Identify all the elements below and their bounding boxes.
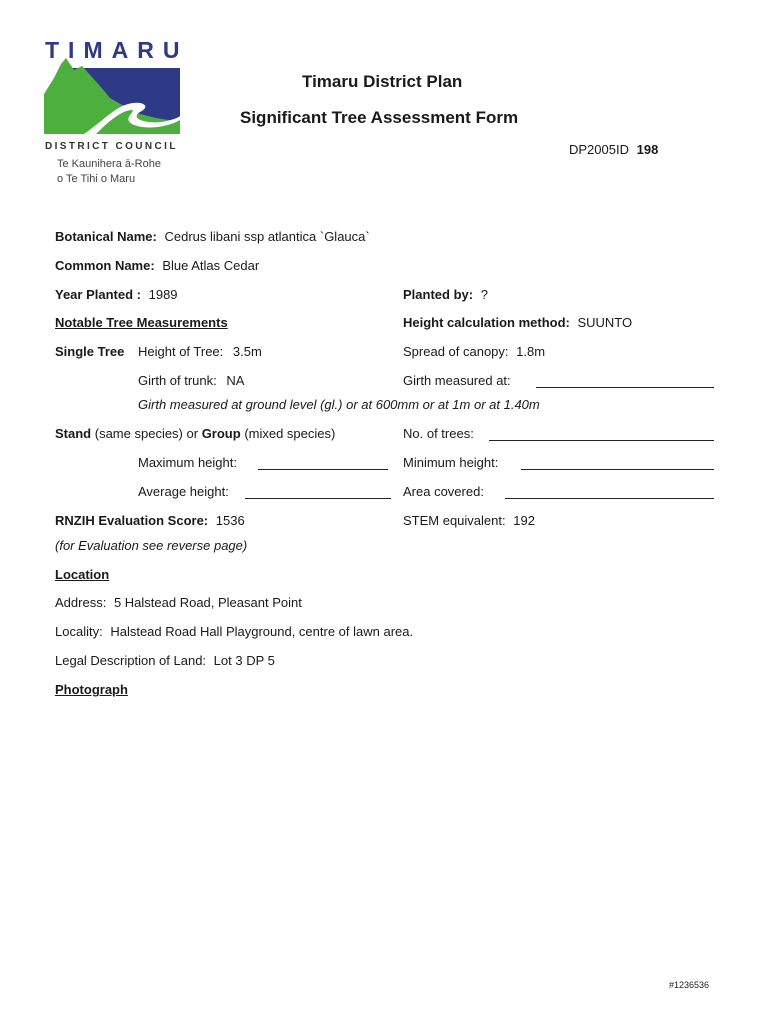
spread-label: Spread of canopy: bbox=[403, 344, 509, 359]
height-method-label: Height calculation method: bbox=[403, 315, 570, 330]
rnzih-label: RNZIH Evaluation Score: bbox=[55, 513, 209, 528]
stand-mid-text: (same species) or bbox=[94, 426, 199, 441]
num-trees-blank[interactable] bbox=[489, 428, 714, 441]
girth-measured-row bbox=[403, 373, 511, 388]
height-method-row bbox=[403, 315, 632, 330]
locality-row bbox=[55, 624, 413, 639]
spread-row bbox=[403, 344, 545, 359]
logo-maori-line1: Te Kaunihera ā-Rohe bbox=[57, 158, 161, 170]
logo-council-text: DISTRICT COUNCIL bbox=[45, 141, 178, 152]
year-planted-value: 1989 bbox=[148, 287, 178, 302]
document-number: #1236536 bbox=[669, 980, 710, 990]
min-height-label: Minimum height: bbox=[403, 455, 499, 470]
location-heading: Location bbox=[55, 567, 110, 582]
locality-label: Locality: bbox=[55, 624, 103, 639]
logo-landscape-icon bbox=[44, 58, 182, 136]
common-name-label: Common Name: bbox=[55, 258, 155, 273]
height-value: 3.5m bbox=[232, 344, 262, 359]
spread-value: 1.8m bbox=[516, 344, 546, 359]
photograph-heading: Photograph bbox=[55, 682, 128, 697]
group-label: Group bbox=[201, 426, 241, 441]
height-method-value: SUUNTO bbox=[577, 315, 633, 330]
planted-by-value: ? bbox=[480, 287, 488, 302]
group-mid-text: (mixed species) bbox=[244, 426, 336, 441]
legal-description-value: Lot 3 DP 5 bbox=[213, 653, 275, 668]
year-planted-label: Year Planted : bbox=[55, 287, 141, 302]
legal-description-label: Legal Description of Land: bbox=[55, 653, 207, 668]
address-label: Address: bbox=[55, 595, 107, 610]
girth-note: Girth measured at ground level (gl.) or at 600mm or at 1m or at 1.40m bbox=[138, 397, 540, 412]
girth-label: Girth of trunk: bbox=[138, 373, 217, 388]
area-covered-label: Area covered: bbox=[403, 484, 484, 499]
address-row bbox=[55, 595, 302, 610]
girth-row bbox=[138, 373, 244, 388]
locality-value: Halstead Road Hall Playground, centre of lawn area. bbox=[110, 624, 414, 639]
rnzih-value: 1536 bbox=[215, 513, 245, 528]
avg-height-label: Average height: bbox=[138, 484, 229, 499]
botanical-name-row bbox=[55, 229, 370, 244]
dp-reference bbox=[569, 142, 658, 157]
avg-height-blank[interactable] bbox=[245, 486, 391, 499]
legal-description-row bbox=[55, 653, 275, 668]
measurements-heading: Notable Tree Measurements bbox=[55, 315, 228, 330]
max-height-blank[interactable] bbox=[258, 457, 388, 470]
dp-label: DP2005ID bbox=[569, 142, 629, 157]
stem-label: STEM equivalent: bbox=[403, 513, 506, 528]
form-title: Timaru District Plan bbox=[302, 72, 463, 91]
common-name-row bbox=[55, 258, 259, 273]
botanical-name-value: Cedrus libani ssp atlantica `Glauca` bbox=[164, 229, 370, 244]
dp-value: 198 bbox=[636, 142, 659, 157]
stand-label: Stand bbox=[55, 426, 92, 441]
form-subtitle: Significant Tree Assessment Form bbox=[240, 108, 519, 127]
address-value: 5 Halstead Road, Pleasant Point bbox=[113, 595, 302, 610]
planted-by-row bbox=[403, 287, 488, 302]
evaluation-note: (for Evaluation see reverse page) bbox=[55, 538, 248, 553]
common-name-value: Blue Atlas Cedar bbox=[162, 258, 260, 273]
stand-group-row bbox=[55, 426, 335, 441]
single-tree-label: Single Tree bbox=[55, 344, 125, 359]
girth-value: NA bbox=[226, 373, 245, 388]
stem-value: 192 bbox=[513, 513, 535, 528]
botanical-name-label: Botanical Name: bbox=[55, 229, 157, 244]
year-planted-row bbox=[55, 287, 178, 302]
num-trees-label: No. of trees: bbox=[403, 426, 474, 441]
stem-row bbox=[403, 513, 535, 528]
girth-measured-blank[interactable] bbox=[536, 375, 714, 388]
max-height-label: Maximum height: bbox=[138, 455, 237, 470]
logo-maori-line2: o Te Tihi o Maru bbox=[57, 173, 136, 185]
height-row bbox=[138, 344, 262, 359]
girth-measured-label: Girth measured at: bbox=[403, 373, 511, 388]
rnzih-row bbox=[55, 513, 245, 528]
min-height-blank[interactable] bbox=[521, 457, 714, 470]
logo-wordmark: TIMARU bbox=[45, 37, 189, 63]
planted-by-label: Planted by: bbox=[403, 287, 474, 302]
height-label: Height of Tree: bbox=[138, 344, 224, 359]
area-covered-blank[interactable] bbox=[505, 486, 714, 499]
